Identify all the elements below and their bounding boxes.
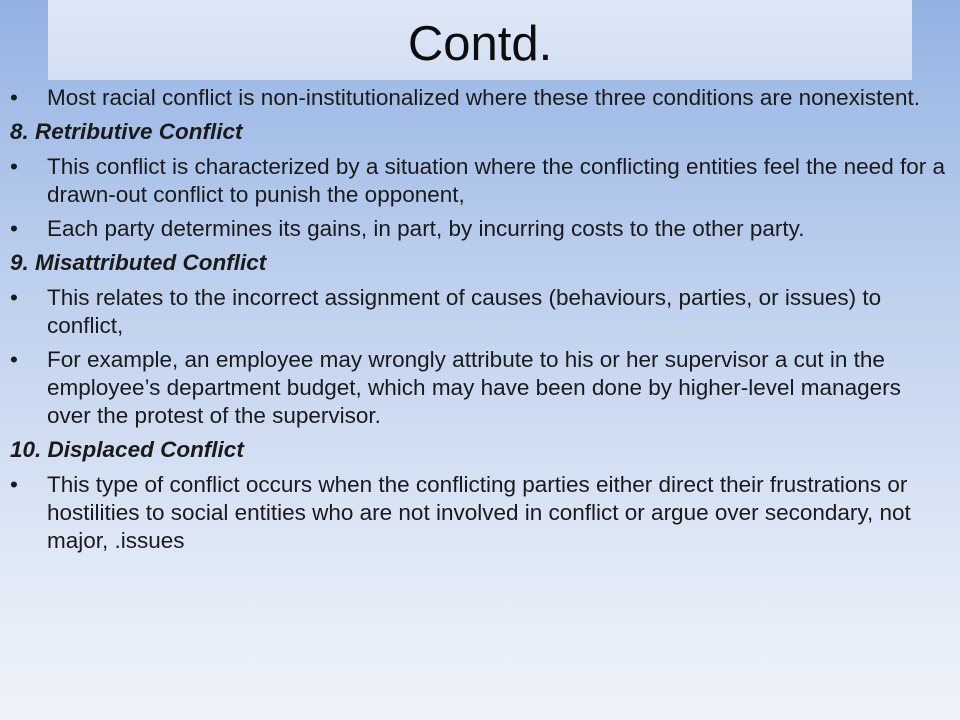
bullet-text: Most racial conflict is non-institutionalized where these three conditions are nonexistent.: [47, 85, 920, 110]
bullet-text: For example, an employee may wrongly attribute to his or her supervisor a cut in the employee’s department budget, which may have been done by higher-level managers over the protest of the supervisor.: [47, 347, 901, 428]
bullet-item: [10, 153, 950, 209]
bullet-item: [10, 284, 950, 340]
section-heading-misattributed: 9. Misattributed Conflict: [10, 250, 267, 275]
bullet-dot-icon: •: [10, 154, 18, 179]
bullet-item: [10, 215, 950, 243]
slide-title: Contd.: [407, 17, 553, 71]
bullet-dot-icon: •: [10, 472, 18, 497]
bullet-text: Each party determines its gains, in part, by incurring costs to the other party.: [47, 216, 805, 241]
bullet-text: This conflict is characterized by a situation where the conflicting entities feel the need for a drawn-out conflict to punish the opponent,: [47, 154, 945, 207]
bullet-text: This relates to the incorrect assignment of causes (behaviours, parties, or issues) to conflict,: [47, 285, 882, 338]
section-heading-displaced: 10. Displaced Conflict: [10, 437, 244, 462]
bullet-dot-icon: •: [10, 285, 18, 310]
bullet-item: [10, 84, 950, 112]
bullet-dot-icon: •: [10, 216, 18, 241]
bullet-dot-icon: •: [10, 85, 18, 110]
section-heading-retributive: 8. Retributive Conflict: [10, 119, 243, 144]
slide-body: [10, 84, 950, 561]
bullet-dot-icon: •: [10, 347, 18, 372]
bullet-item: [10, 346, 950, 430]
bullet-item: [10, 471, 950, 555]
bullet-text: This type of conflict occurs when the conflicting parties either direct their frustrations or hostilities to social entities who are not involved in conflict or argue over secondary, not major, .issues: [47, 472, 911, 553]
